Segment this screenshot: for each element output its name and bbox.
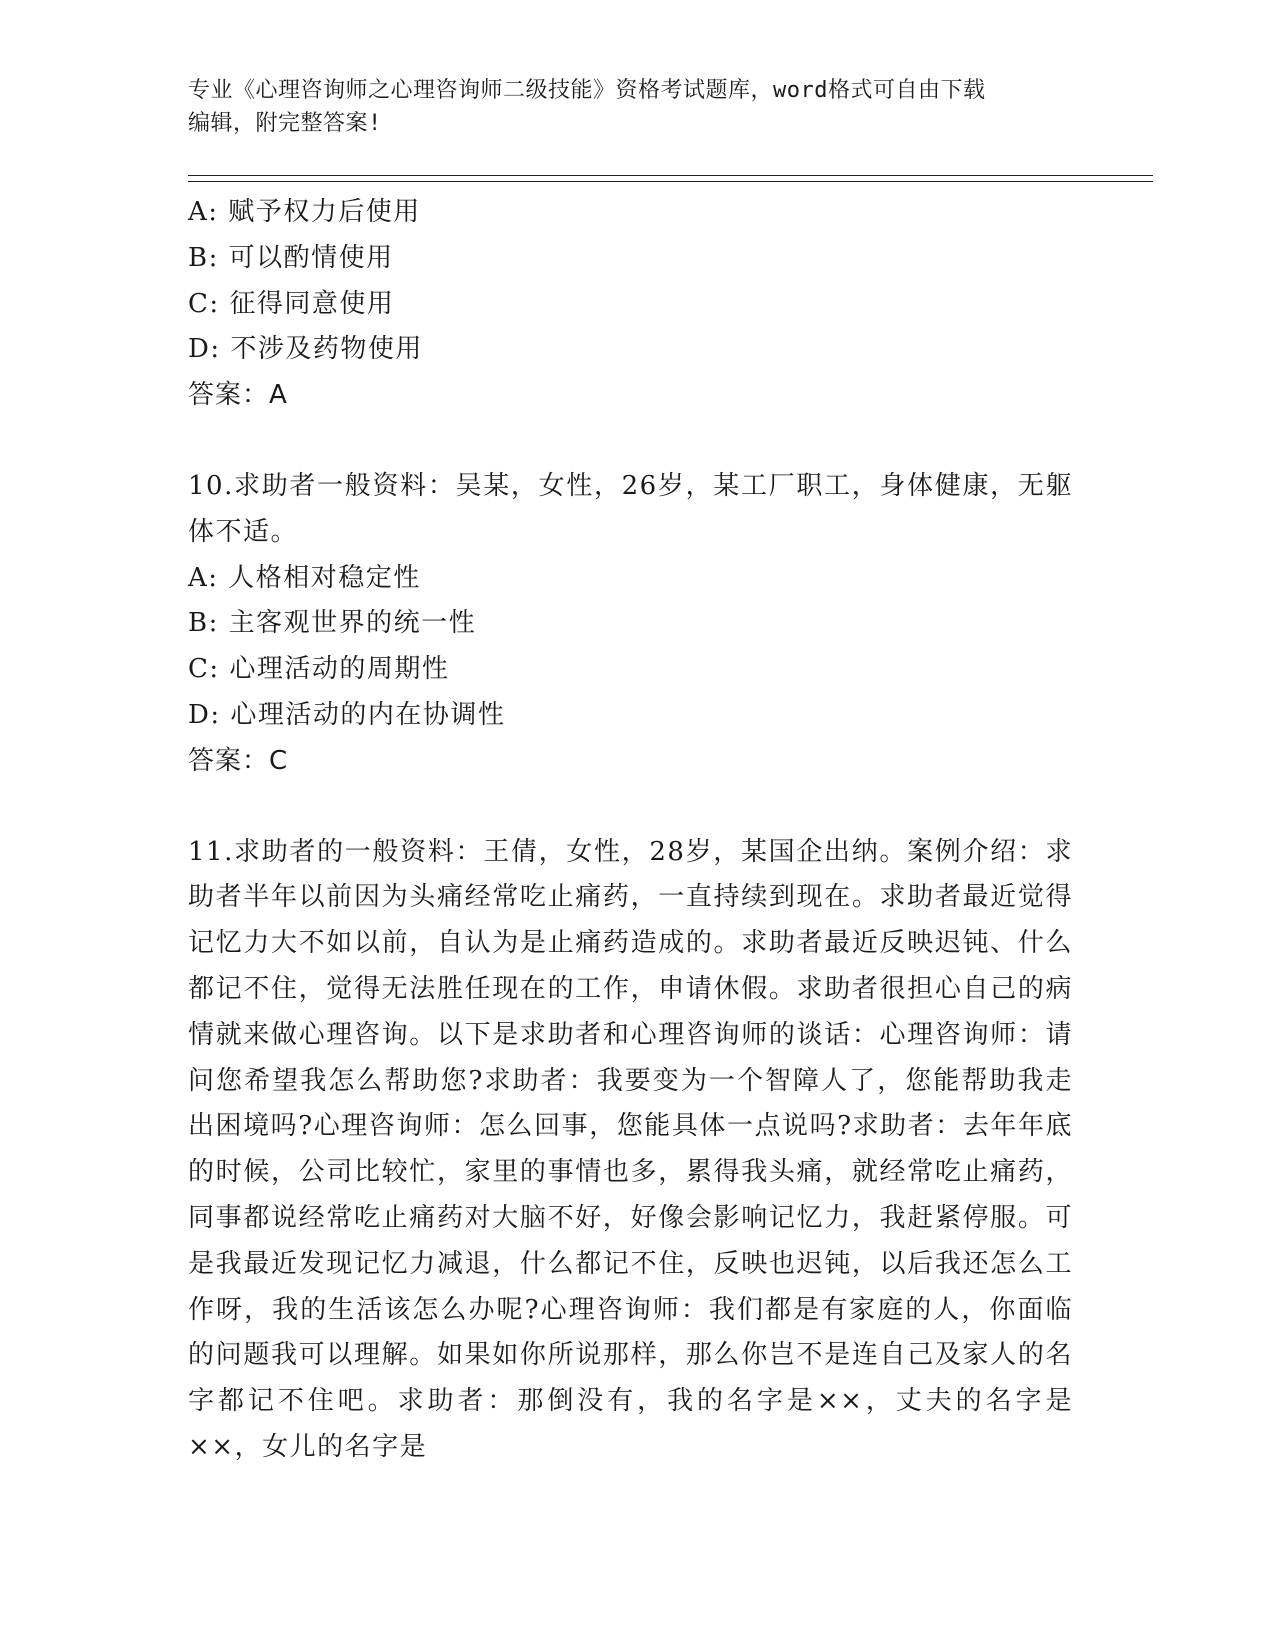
option-a: A: 人格相对稳定性: [188, 562, 421, 593]
question-block-10: [188, 464, 1088, 785]
document-body: [188, 190, 1088, 1471]
option-a: A: 赋予权力后使用: [188, 197, 421, 227]
question-text: 10.求助者一般资料：吴某，女性，26岁，某工厂职工，身体健康，无躯体不适。: [188, 470, 1073, 547]
header-line-1: 专业《心理咨询师之心理咨询师二级技能》资格考试题库，word格式可自由下载: [188, 78, 986, 103]
question-block-11: [188, 830, 1088, 1471]
question-text: 11.求助者的一般资料：王倩，女性，28岁，某国企出纳。案例介绍：求助者半年以前因为头痛经常吃止痛药，一直持续到现在。求助者最近觉得记忆力大不如以前，自认为是止痛药造成的。求助者最近反映迟钝、什么都记不住，觉得无法胜任现在的工作，申请休假。求助者很担心自己的病情就来做心理咨询。以下是求助者和心理咨询师的谈话：心理咨询师：请问您希望我怎么帮助您?求助者：我要变为一个智障人了，您能帮助我走出困境吗?心理咨询师：怎么回事，您能具体一点说吗?求助者：去年年底的时候，公司比较忙，家里的事情也多，累得我头痛，就经常吃止痛药，同事都说经常吃止痛药对大脑不好，好像会影响记忆力，我赶紧停服。可是我最近发现记忆力减退，什么都记不住，反映也迟钝，以后我还怎么工作呀，我的生活该怎么办呢?心理咨询师：我们都是有家庭的人，你面临的问题我可以理解。如果如你所说那样，那么你岂不是连自己及家人的名字都记不住吧。求助者：那倒没有，我的名字是××，丈夫的名字是××，女儿的名字是: [188, 836, 1073, 1462]
option-d: D: 不涉及药物使用: [188, 334, 423, 365]
option-b: B: 主客观世界的统一性: [188, 608, 477, 639]
option-b: B: 可以酌情使用: [188, 242, 394, 273]
spacer: [188, 419, 1088, 464]
document-header: [188, 74, 1088, 140]
question-block-previous: [188, 190, 1088, 419]
answer-label: 答案：A: [188, 380, 288, 411]
header-line-2: 编辑，附完整答案!: [188, 111, 382, 136]
option-d: D: 心理活动的内在协调性: [188, 699, 506, 730]
option-c: C: 征得同意使用: [188, 288, 395, 319]
option-c: C: 心理活动的周期性: [188, 654, 450, 685]
spacer: [188, 785, 1088, 830]
answer-label: 答案：C: [188, 745, 289, 776]
header-rule-top: [188, 175, 1153, 176]
header-rule-bottom: [188, 181, 1153, 182]
